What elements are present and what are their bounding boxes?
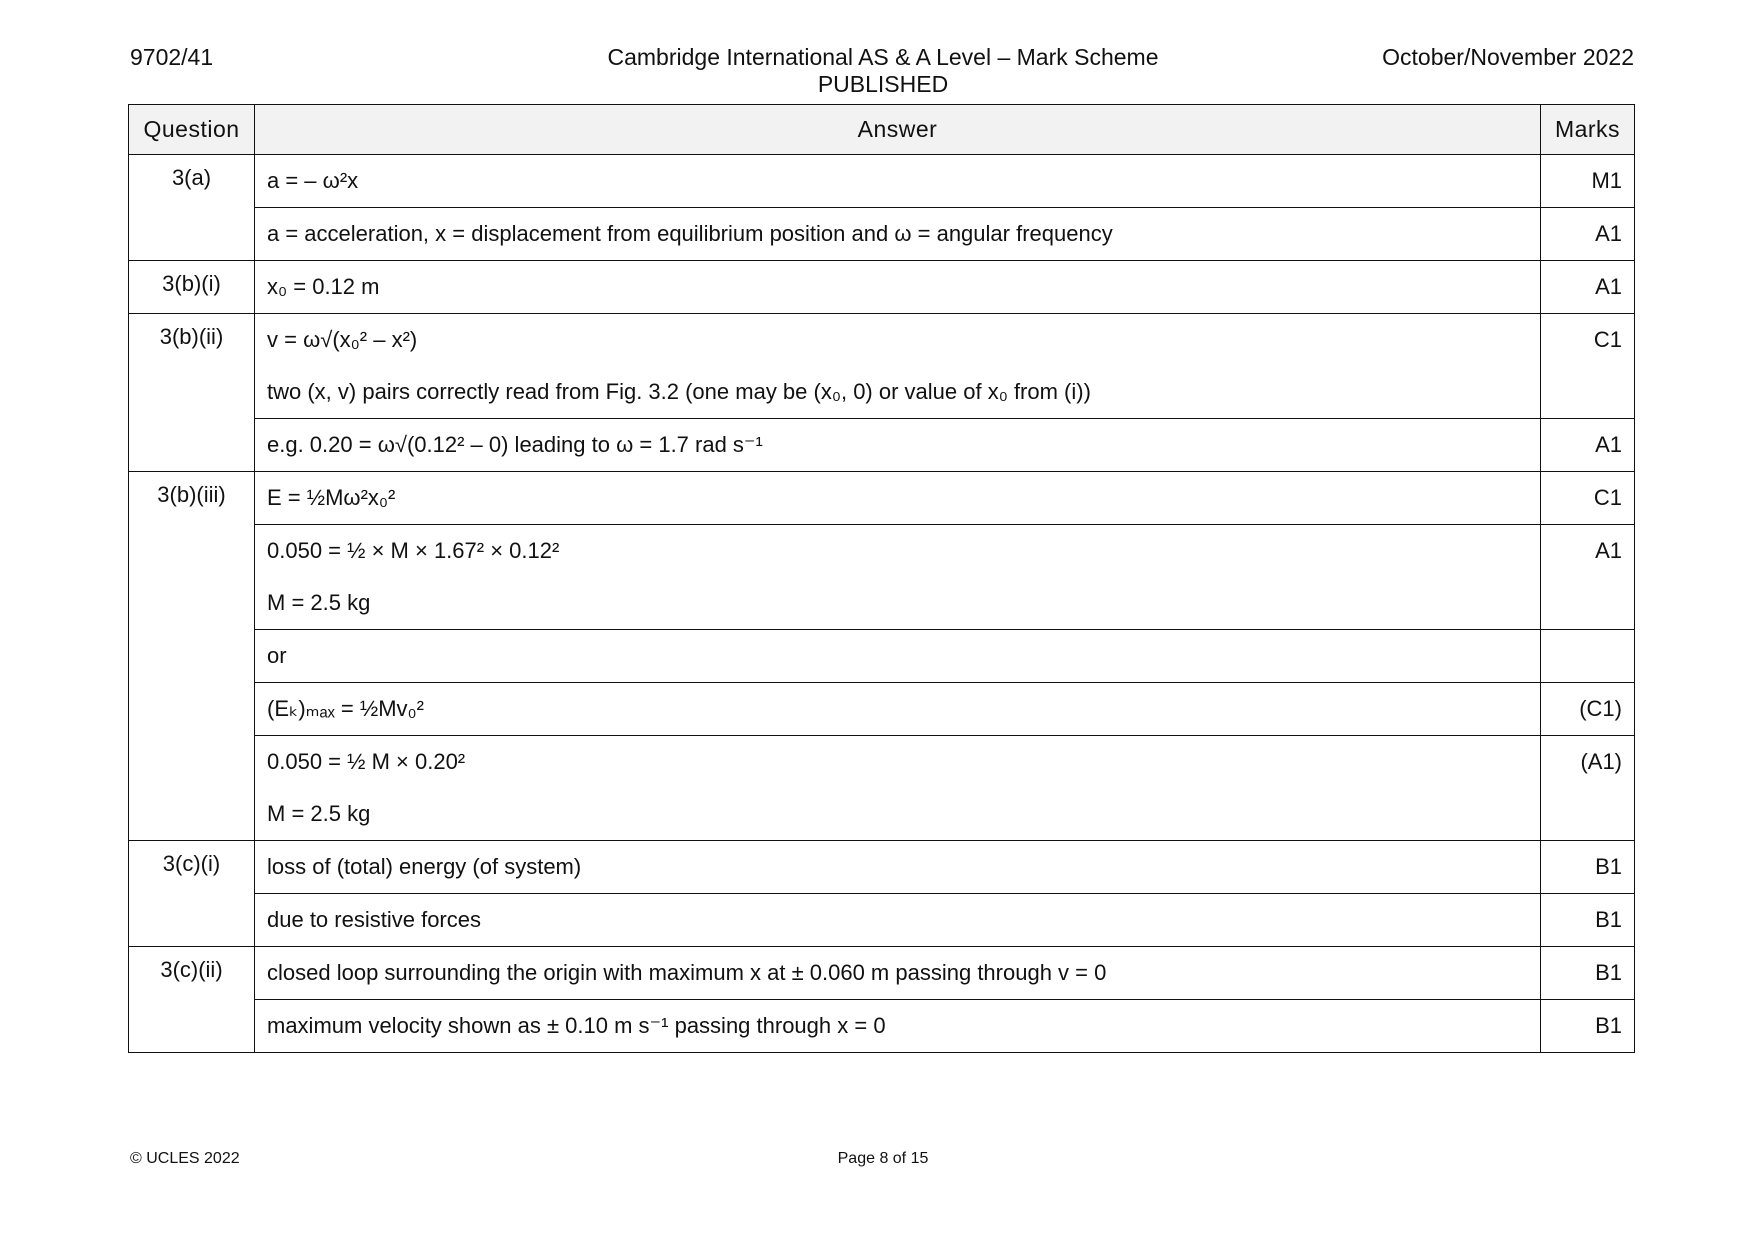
answer-line: (Eₖ)ₘₐₓ = ½Mv₀² xyxy=(267,696,425,721)
mark-code: B1 xyxy=(1595,1013,1622,1038)
mark-code: M1 xyxy=(1591,168,1622,193)
table-row xyxy=(129,155,1635,208)
answer-cell xyxy=(255,683,1541,736)
answer-line: or xyxy=(267,643,287,668)
answer-line: due to resistive forces xyxy=(267,907,481,932)
column-header-question: Question xyxy=(129,105,255,155)
mark-code: B1 xyxy=(1595,960,1622,985)
mark-code: B1 xyxy=(1595,854,1622,879)
marks-cell xyxy=(1541,155,1635,208)
marks-cell xyxy=(1541,736,1635,841)
question-number: 3(b)(ii) xyxy=(129,314,255,472)
answer-line: 0.050 = ½ × M × 1.67² × 0.12² xyxy=(267,538,560,563)
copyright-notice: © UCLES 2022 xyxy=(130,1150,240,1167)
marks-cell xyxy=(1541,314,1635,419)
table-row xyxy=(129,736,1635,841)
marks-cell xyxy=(1541,683,1635,736)
answer-line: M = 2.5 kg xyxy=(267,590,371,615)
table-row xyxy=(129,419,1635,472)
table-row xyxy=(129,841,1635,894)
answer-line: a = acceleration, x = displacement from equilibrium position and ω = angular frequency xyxy=(267,221,1113,246)
mark-code: A1 xyxy=(1595,538,1622,563)
answer-cell xyxy=(255,155,1541,208)
answer-cell xyxy=(255,525,1541,630)
answer-line: two (x, v) pairs correctly read from Fig. 3.2 (one may be (x₀, 0) or value of x₀ from (i)) xyxy=(267,379,1091,404)
table-row xyxy=(129,208,1635,261)
marks-cell xyxy=(1541,472,1635,525)
question-number: 3(b)(i) xyxy=(129,261,255,314)
answer-cell xyxy=(255,894,1541,947)
answer-cell xyxy=(255,419,1541,472)
table-row xyxy=(129,261,1635,314)
exam-session: October/November 2022 xyxy=(1382,44,1634,70)
answer-cell xyxy=(255,261,1541,314)
answer-cell xyxy=(255,314,1541,419)
marks-cell xyxy=(1541,525,1635,630)
question-number: 3(a) xyxy=(129,155,255,261)
answer-cell xyxy=(255,630,1541,683)
mark-scheme-table xyxy=(128,104,1635,1053)
answer-line: 0.050 = ½ M × 0.20² xyxy=(267,749,466,774)
table-row xyxy=(129,894,1635,947)
answer-line: v = ω√(x₀² – x²) xyxy=(267,327,418,352)
mark-code: A1 xyxy=(1595,221,1622,246)
mark-code: B1 xyxy=(1595,907,1622,932)
mark-code: C1 xyxy=(1593,327,1622,352)
mark-code xyxy=(1541,630,1622,682)
answer-line: E = ½Mω²x₀² xyxy=(267,485,396,510)
table-row xyxy=(129,525,1635,630)
table-row xyxy=(129,683,1635,736)
document-title: Cambridge International AS & A Level – Mark Scheme xyxy=(607,44,1159,70)
table-row xyxy=(129,947,1635,1000)
answer-line: maximum velocity shown as ± 0.10 m s⁻¹ passing through x = 0 xyxy=(267,1013,886,1038)
mark-code: (A1) xyxy=(1580,749,1622,774)
table-row xyxy=(129,472,1635,525)
answer-line: M = 2.5 kg xyxy=(267,801,371,826)
answer-line: x₀ = 0.12 m xyxy=(267,274,380,299)
marks-cell xyxy=(1541,261,1635,314)
mark-code: A1 xyxy=(1595,432,1622,457)
marks-cell xyxy=(1541,419,1635,472)
marks-cell xyxy=(1541,947,1635,1000)
answer-line: closed loop surrounding the origin with maximum x at ± 0.060 m passing through v = 0 xyxy=(267,960,1107,985)
question-number: 3(b)(iii) xyxy=(129,472,255,841)
column-header-marks: Marks xyxy=(1541,105,1635,155)
question-number: 3(c)(ii) xyxy=(129,947,255,1053)
answer-line: a = – ω²x xyxy=(267,168,359,193)
table-header-row xyxy=(129,105,1635,155)
marks-cell xyxy=(1541,1000,1635,1053)
document-subtitle: PUBLISHED xyxy=(817,71,949,97)
column-header-answer: Answer xyxy=(255,105,1541,155)
answer-cell xyxy=(255,841,1541,894)
marks-cell xyxy=(1541,841,1635,894)
question-number: 3(c)(i) xyxy=(129,841,255,947)
mark-code: A1 xyxy=(1595,274,1622,299)
answer-cell xyxy=(255,1000,1541,1053)
answer-cell xyxy=(255,947,1541,1000)
answer-cell xyxy=(255,472,1541,525)
marks-cell xyxy=(1541,894,1635,947)
answer-line: e.g. 0.20 = ω√(0.12² – 0) leading to ω = 1.7 rad s⁻¹ xyxy=(267,432,763,457)
paper-code: 9702/41 xyxy=(130,44,214,70)
table-row xyxy=(129,630,1635,683)
table-row xyxy=(129,1000,1635,1053)
marks-cell xyxy=(1541,208,1635,261)
answer-cell xyxy=(255,208,1541,261)
table-row xyxy=(129,314,1635,419)
page-number: Page 8 of 15 xyxy=(837,1150,929,1167)
marks-cell xyxy=(1541,630,1635,683)
answer-cell xyxy=(255,736,1541,841)
answer-line: loss of (total) energy (of system) xyxy=(267,854,582,879)
mark-code: C1 xyxy=(1593,485,1622,510)
mark-code: (C1) xyxy=(1579,696,1622,721)
